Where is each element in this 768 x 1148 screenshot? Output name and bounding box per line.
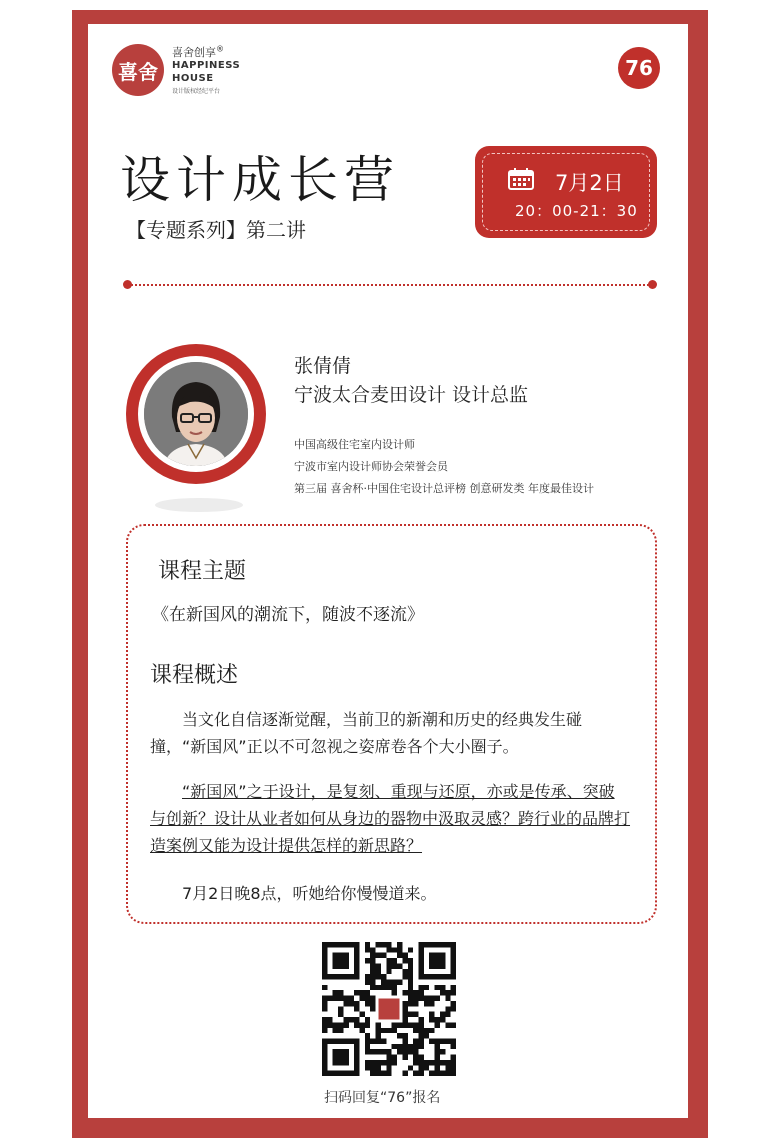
page-title: 设计成长营 [120, 151, 400, 209]
speaker-credential: 宁波市室内设计师协会荣誉会员 [294, 460, 448, 473]
speaker-credential: 中国高级住宅室内设计师 [294, 438, 415, 451]
brand-logo: 喜舍 [112, 44, 164, 96]
scan-instruction: 扫码回复“76”报名 [324, 1090, 441, 1106]
divider-dot-right [648, 280, 657, 289]
course-summary-paragraph: 当文化自信逐渐觉醒，当前卫的新潮和历史的经典发生碰撞，“新国风”正以不可忽视之姿席卷各个大小圈子。 [150, 710, 583, 756]
calendar-icon [508, 168, 534, 190]
avatar-shadow [155, 498, 243, 512]
portrait-image [144, 362, 248, 466]
course-topic: 《在新国风的潮流下，随波不逐流》 [152, 605, 424, 625]
event-time: 20：00-21：30 [515, 202, 638, 220]
brand-name-en-1: HAPPINESS [172, 60, 241, 71]
course-topic-heading: 课程主题 [158, 559, 247, 584]
speaker-name: 张倩倩 [294, 355, 352, 377]
speaker-credential: 第三届 喜舍杯·中国住宅设计总评榜 创意研发类 年度最佳设计 [294, 482, 594, 495]
course-summary-heading: 课程概述 [150, 663, 239, 688]
brand-name-cn: 喜舍创享® [172, 44, 224, 59]
brand-name-en-2: HOUSE [172, 73, 214, 84]
brand-tagline: 设计版权经纪平台 [172, 88, 221, 95]
divider-dot-left [123, 280, 132, 289]
event-date: 7月2日 [555, 171, 624, 195]
course-summary-closing: 7月2日晚8点，听她给你慢慢道来。 [182, 884, 437, 903]
course-summary-paragraph: “新国风”之于设计，是复刻、重现与还原，亦或是传承、突破与创新？设计从业者如何从身边的器物中汲取灵感？跨行业的品牌打造案例又能为设计提供怎样的新思路？ [150, 782, 631, 855]
divider [128, 284, 652, 286]
qr-code[interactable] [322, 942, 456, 1076]
speaker-title: 宁波太合麦田设计 设计总监 [294, 384, 529, 406]
issue-number-badge: 76 [618, 47, 660, 89]
page-subtitle: 【专题系列】第二讲 [126, 218, 306, 242]
speaker-avatar [126, 344, 266, 484]
